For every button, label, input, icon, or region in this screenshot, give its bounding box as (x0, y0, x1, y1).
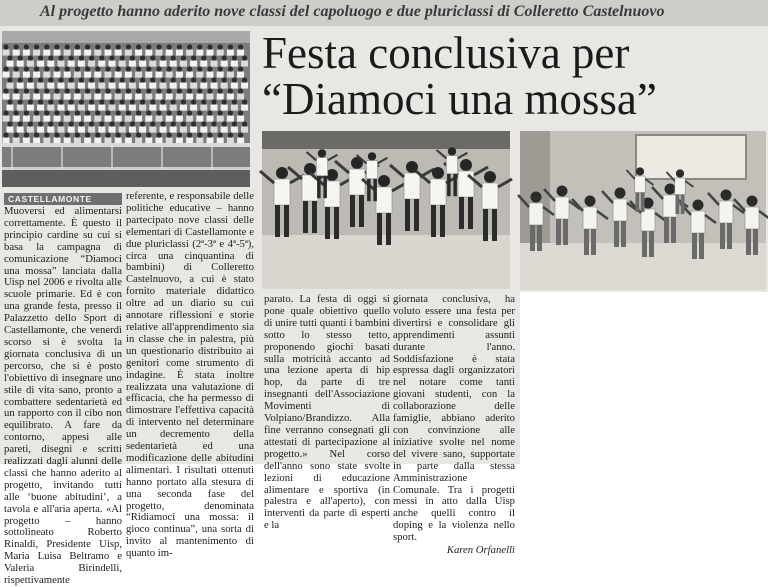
blank-area (520, 292, 768, 464)
headline-line-2: “Diamoci una mossa” (262, 74, 657, 124)
column-4-text: giornata conclusiva, ha voluto essere una festa per divertirsi e consolidare gli apprendimenti assunti durante l'anno. Soddisfazione è stata espressa dagli organizzatori nel notare come tanti giovani studenti, con la collaborazione delle famiglie, abbiano aderito con convinzione alle iniziative svolte nel nome del vivere sano, supportate in parte dalla stessa Amministrazione Comunale. Tra i progetti messi in atto dalla Uisp anche quelli contro il doping e la violenza nello sport. (393, 293, 515, 544)
column-3-text: parato. La festa di oggi si pone quale obiettivo quello di unire tutti quanti i bambini sotto lo stesso tetto, proponendo giochi basati sulla motricità accanto ad una lezione aperta di hip hop, da parte di tre insegnanti dell'Associazione Movimenti di Volpiano/Brandizzo. Alla fine verranno consegnati gli attestati di partecipazione al progetto.» Nel corso dell'anno sono state svolte lezioni di educazione alimentare e sportiva (in palestra e all'aperto), con interventi da parte di esperti e la (264, 293, 390, 532)
column-2-text: referente, e responsabile delle politiche educative – hanno partecipato nove classi delle elementari di Castellamonte e due pluriclassi (2ª-3ª e 4ª-5ª), circa una cinquantina di bambini) di Colleretto Castelnuovo, a cui è stato fornito materiale didattico oltre ad un diario su cui annotare riflessioni e storie relative all'apprendimento sia in classe che in palestra, più un questionario distribuito ai genitori come strumento di indagine. È stata inoltre realizzata una valutazione di efficacia, che ha permesso di dimostrare l'effettiva capacità di intervento nel determinare un decremento della sedentarietà ed una modificazione delle abitudini alimentari. I risultati ottenuti hanno portato alla stesura di una seconda fase del progetto, denominata “Ridiamoci una mossa: il gioco continua”, una sorta di invito al mantenimento di quanto im- (126, 190, 254, 560)
gym-photo (520, 131, 766, 290)
headline (262, 30, 766, 122)
dateline: CASTELLAMONTE (4, 193, 122, 205)
column-1-text: Muoversi ed alimentarsi correttamente. È questo il principio cardine su cui si basa la campagna di comunicazione “Diamoci una mossa” lanciata dalla Uisp nel 2006 e rivolta alle scuole primarie. Ed è con una grande festa, presso il Palazzetto dello Sport di Castellamonte, che venerdì scorso si è svolta la giornata conclusiva di un percorso, che si è posto l'obiettivo di insegnare uno stile di vita sano, pronto a combattere sedentarietà ed un rapporto con il cibo non equilibrato. A fare da contorno, appesi alle pareti, disegni e scritti realizzati dagli alunni delle classi che hanno aderito al progetto, invitando tutti alle ‘buone abitudini’, a tavola e all'aria aperta. «Al progetto – hanno sottolineato Roberto Rinaldi, Presidente Uisp, Maria Luisa Beltramo e Valeria Birindelli, rispettivamente (4, 205, 122, 587)
headline-line-1: Festa conclusiva per (262, 28, 630, 78)
article-column-1 (4, 205, 122, 587)
dance-photo (262, 131, 510, 289)
kicker-text: Al progetto hanno aderito nove classi del capoluogo e due pluriclassi di Colleretto Castelnuovo (40, 3, 665, 20)
article-column-3 (264, 293, 390, 532)
article-column-4 (393, 293, 515, 557)
byline: Karen Orfanelli (446, 544, 515, 557)
article-column-2 (126, 190, 254, 560)
crowd-photo (2, 31, 250, 187)
